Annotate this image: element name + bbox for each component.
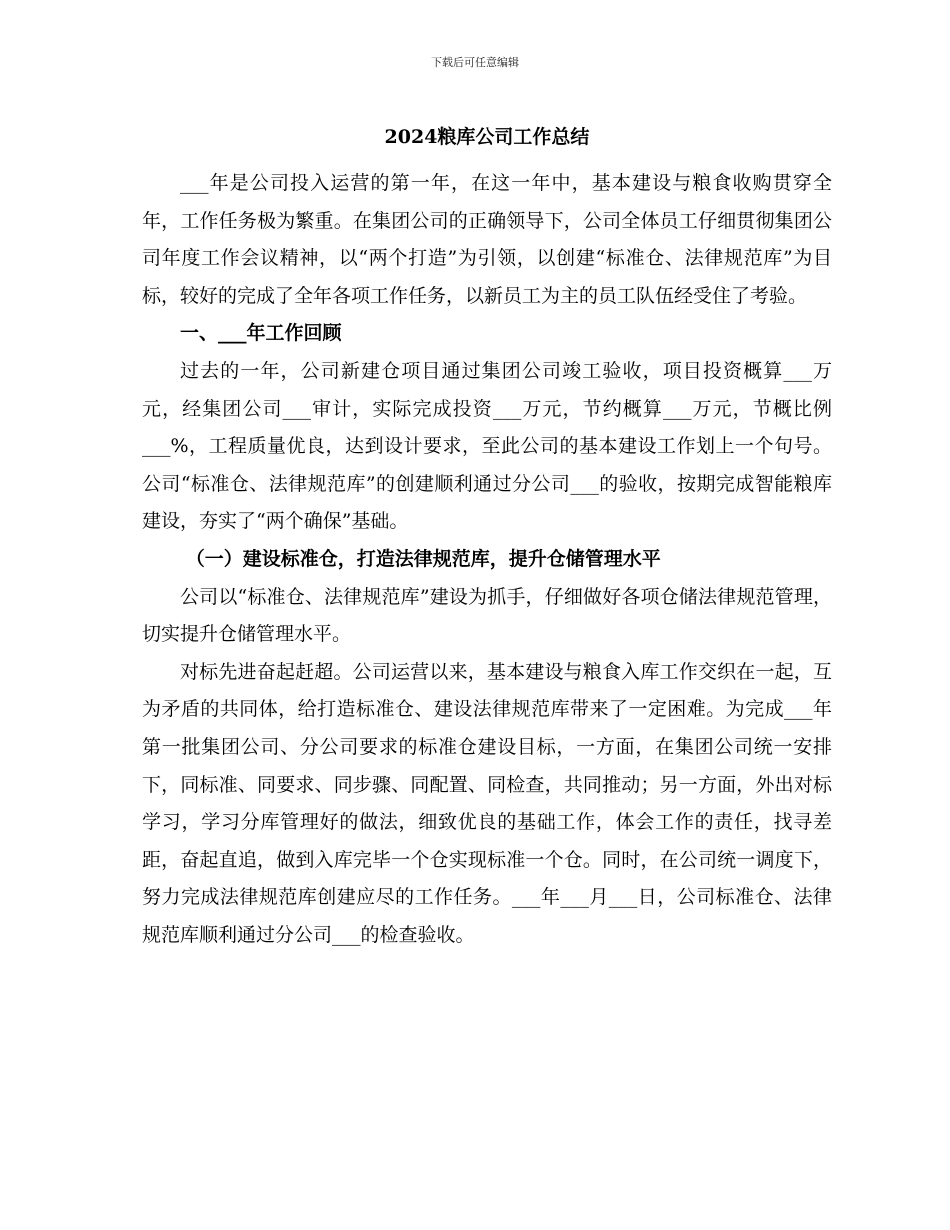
review-paragraph: 过去的一年，公司新建仓项目通过集团公司竣工验收，项目投资概算___万元，经集团公司___审计，实际完成投资___万元，节约概算___万元，节概比例___%，工程质量优良，达到设计要求，至此公司的基本建设工作划上一个句号。公司“标准仓、法律规范库”的创建顺利通过分公司___的验收，按期完成智能粮库建设，夯实了“两个确保”基础。 [142,359,832,533]
document-title: 2024粮库公司工作总结 [384,126,590,148]
section-heading-review: 一、___年工作回顾 [180,322,342,345]
page-header-note: 下载后可任意编辑 [431,56,519,69]
standard-warehouse-paragraph-2: 对标先进奋起赶超。公司运营以来，基本建设与粮食入库工作交织在一起，互为矛盾的共同体，给打造标准仓、建设法律规范库带来了一定困难。为完成___年第一批集团公司、分公司要求的标准仓建设目标，一方面，在集团公司统一安排下，同标准、同要求、同步骤、同配置、同检查，共同推动；另一方面，外出对标学习，学习分库管理好的做法，细致优良的基础工作，体会工作的责任，找寻差距，奋起直追，做到入库完毕一个仓实现标准一个仓。同时，在公司统一调度下，努力完成法律规范库创建应尽的工作任务。___年___月___日，公司标准仓、法律规范库顺利通过分公司___的检查验收。 [142,660,832,946]
standard-warehouse-paragraph-1: 公司以“标准仓、法律规范库”建设为抓手，仔细做好各项仓储法律规范管理，切实提升仓储管理水平。 [142,585,832,646]
intro-paragraph: ___年是公司投入运营的第一年，在这一年中，基本建设与粮食收购贯穿全年，工作任务极为繁重。在集团公司的正确领导下，公司全体员工仔细贯彻集团公司年度工作会议精神，以“两个打造”为引领，以创建“标准仓、法律规范库”为目标，较好的完成了全年各项工作任务，以新员工为主的员工队伍经受住了考验。 [142,172,832,307]
document-body [142,122,832,954]
subsection-heading-standard-warehouse: （一）建设标准仓，打造法律规范库，提升仓储管理水平 [185,547,661,570]
